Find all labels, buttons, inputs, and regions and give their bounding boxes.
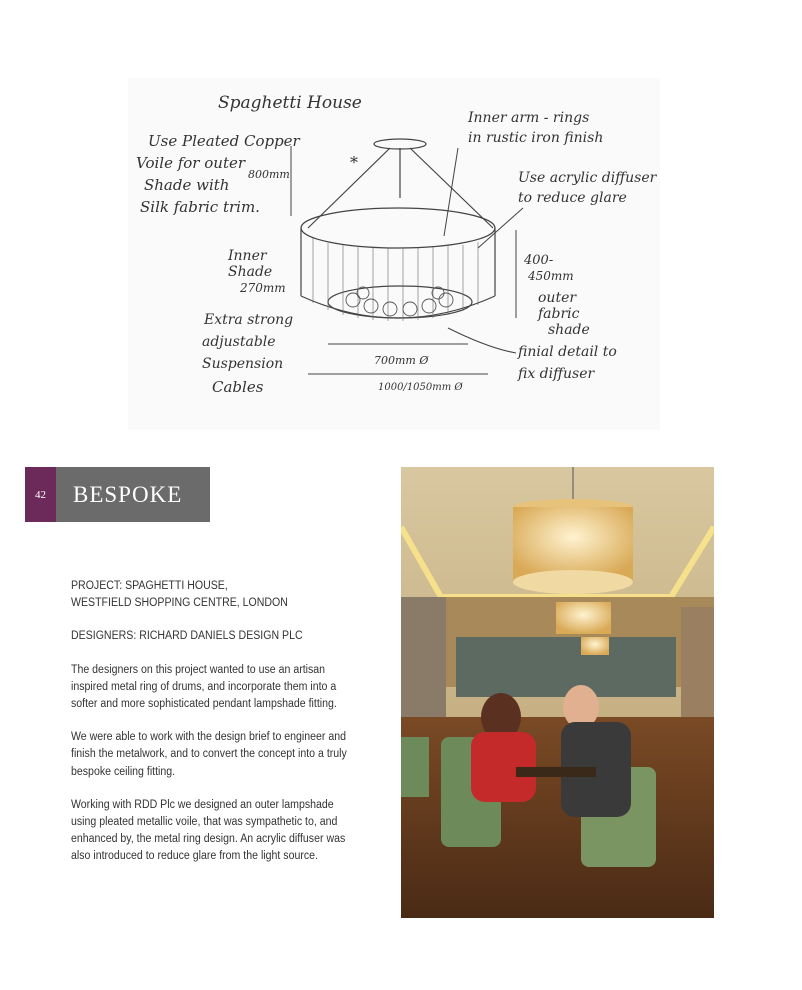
sketch-note: Shade with <box>144 176 230 194</box>
designers-line: DESIGNERS: RICHARD DANIELS DESIGN PLC <box>71 630 303 643</box>
paragraph-line: also introduced to reduce glare from the light source. <box>71 850 319 863</box>
restaurant-photo-drawing <box>401 467 714 918</box>
paragraph <box>71 729 347 781</box>
sketch-note: Inner <box>228 248 267 264</box>
page-number: 42 <box>25 467 56 522</box>
sketch-note: adjustable <box>202 334 276 350</box>
project-line: WESTFIELD SHOPPING CENTRE, LONDON <box>71 597 288 610</box>
paragraph <box>71 662 347 714</box>
sketch-note: 400- <box>524 253 554 268</box>
sketch-note: Voile for outer <box>136 154 246 172</box>
paragraph-line: inspired metal ring of drums, and incorporate them into a <box>71 680 337 693</box>
paragraph-line: bespoke ceiling fitting. <box>71 765 176 778</box>
paragraph-line: The designers on this project wanted to use an artisan <box>71 663 326 676</box>
sketch-drawing <box>128 78 660 430</box>
sketch-note: 450mm <box>528 269 574 283</box>
project-line: PROJECT: SPAGHETTI HOUSE, <box>71 580 228 592</box>
sketch-note: Shade <box>228 264 273 280</box>
project-description <box>71 578 347 882</box>
sketch-note: Use Pleated Copper <box>148 132 300 150</box>
sketch-note: 800mm <box>248 168 290 181</box>
sketch-note: shade <box>548 322 590 338</box>
sketch-note: Silk fabric trim. <box>140 198 260 216</box>
designers-heading <box>71 628 347 645</box>
paragraph-line: softer and more sophisticated pendant lampshade fitting. <box>71 698 337 711</box>
section-title: BESPOKE <box>56 467 210 522</box>
paragraph-line: finish the metalwork, and to convert the concept into a truly <box>71 748 347 761</box>
sketch-note: Use acrylic diffuser <box>518 170 657 186</box>
paragraph-line: using pleated metallic voile, that was sympathetic to, and <box>71 816 338 829</box>
sketch-note: outer <box>538 290 577 306</box>
sketch-note: Extra strong <box>204 312 294 328</box>
sketch-title: Spaghetti House <box>218 93 362 113</box>
sketch-note: Cables <box>212 378 264 396</box>
sketch-note: Suspension <box>202 356 284 372</box>
restaurant-photo <box>401 467 714 918</box>
paragraph <box>71 797 347 866</box>
sketch-note: 1000/1050mm Ø <box>378 382 463 393</box>
sketch-note: to reduce glare <box>518 190 627 206</box>
sketch-note: * <box>350 153 358 172</box>
sketch-note: fix diffuser <box>518 366 595 382</box>
project-heading <box>71 578 347 612</box>
paragraph-line: enhanced by, the metal ring design. An acrylic diffuser was <box>71 833 346 846</box>
sketch-note: 270mm <box>240 281 286 295</box>
sketch-note: finial detail to <box>518 344 617 360</box>
sketch-note: fabric <box>538 306 580 322</box>
pendant-sketch <box>128 78 660 430</box>
paragraph-line: We were able to work with the design brief to engineer and <box>71 731 347 744</box>
sketch-note: in rustic iron finish <box>468 130 604 146</box>
paragraph-line: Working with RDD Plc we designed an outer lampshade <box>71 798 334 811</box>
sketch-note: 700mm Ø <box>374 354 429 367</box>
sketch-note: Inner arm - rings <box>468 110 590 126</box>
